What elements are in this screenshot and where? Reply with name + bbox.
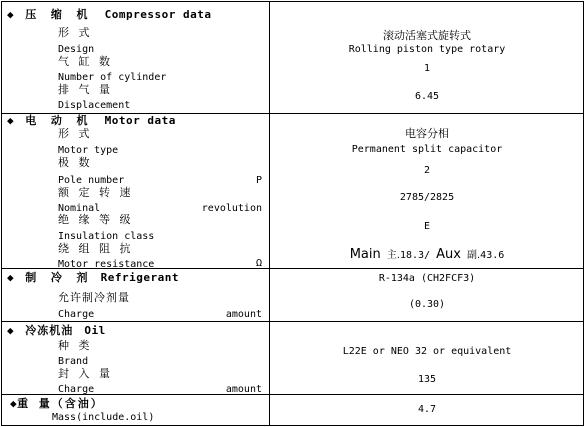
speed-label-en: Nominal: [58, 203, 101, 214]
cylinder-label-cn: 气 缸 数: [58, 55, 113, 68]
compressor-title-en: Compressor data: [104, 8, 212, 21]
cylinder-value: 1: [423, 63, 431, 74]
charge-label-cn: 允许制冷剂量: [58, 291, 130, 304]
bullet-icon: ◆: [7, 8, 15, 21]
oil-brand-value: L22E or NEO 32 or equivalent: [342, 346, 512, 357]
motor-section-header: [7, 115, 176, 126]
insulation-label-cn: 绝 缘 等 级: [58, 213, 134, 226]
main-label: Main: [349, 247, 381, 262]
refrigerant-title-cn: 制 冷 剂: [25, 271, 92, 284]
charge-value: (0.30): [408, 299, 446, 310]
mass-title-cn: 重 量（含油）: [17, 397, 104, 410]
oil-charge-label-en: Charge: [58, 384, 95, 395]
oil-section-header: [7, 325, 106, 336]
oil-brand-label-en: Brand: [58, 356, 89, 367]
displacement-label-en: Displacement: [58, 100, 131, 111]
motor-type-label-cn: 形 式: [58, 127, 93, 140]
compressor-section-header: [7, 9, 211, 20]
oil-title-cn: 冷冻机油: [25, 324, 74, 337]
pole-label-en: Pole number: [58, 175, 125, 186]
aux-label: Aux: [436, 247, 461, 262]
resistance-value: [270, 248, 584, 261]
displacement-label-cn: 排 气 量: [58, 83, 113, 96]
resistance-label-cn: 绕 组 阻 抗: [58, 242, 134, 255]
insulation-label-en: Insulation class: [58, 231, 155, 242]
refrigerant-type-value: R-134a (CH2FCF3): [378, 273, 476, 284]
pole-unit: P: [255, 175, 262, 186]
insulation-value: E: [423, 221, 431, 232]
mass-value: 4.7: [417, 404, 437, 415]
oil-charge-unit: amount: [225, 384, 262, 395]
aux-resistance: 43.6: [480, 250, 505, 261]
motor-type-value-en: Permanent split capacitor: [351, 144, 503, 155]
charge-unit: amount: [225, 309, 262, 320]
bullet-icon: ◆: [7, 324, 15, 337]
oil-brand-label-cn: 种 类: [58, 339, 93, 352]
charge-label-en: Charge: [58, 309, 95, 320]
refrigerant-title-en: Refrigerant: [100, 271, 179, 284]
design-label-en: Design: [58, 44, 95, 55]
motor-type-label-en: Motor type: [58, 145, 119, 156]
mass-label-en: Mass(include.oil): [52, 412, 155, 423]
displacement-value: 6.45: [414, 91, 440, 102]
speed-value: 2785/2825: [399, 192, 455, 203]
bullet-icon: ◆: [7, 271, 15, 284]
oil-title-en: Oil: [84, 324, 106, 337]
motor-title-en: Motor data: [104, 114, 176, 127]
bullet-icon: ◆: [10, 397, 18, 410]
ohm-unit: Ω: [255, 258, 262, 269]
mass-section-header: [10, 398, 104, 409]
motor-type-value-cn: 电容分相: [405, 127, 449, 140]
speed-label-cn: 额 定 转 速: [58, 186, 134, 199]
main-resistance: 18.3/: [399, 250, 431, 261]
main-label-cn: 主.: [386, 250, 400, 261]
oil-charge-label-cn: 封 入 量: [58, 367, 113, 380]
cylinder-label-en: Number of cylinder: [58, 72, 167, 83]
design-value-en: Rolling piston type rotary: [348, 44, 506, 55]
section-divider: [1, 321, 584, 322]
aux-label-cn: 副.: [466, 250, 481, 261]
oil-charge-value: 135: [417, 374, 437, 385]
motor-title-cn: 电 动 机: [25, 114, 92, 127]
pole-value: 2: [423, 165, 431, 176]
pole-label-cn: 极 数: [58, 156, 93, 169]
design-value-cn: 滚动活塞式旋转式: [383, 29, 471, 42]
compressor-title-cn: 压 缩 机: [25, 8, 92, 21]
speed-unit: revolution: [201, 203, 262, 214]
resistance-label-en: Motor resistance: [58, 259, 155, 270]
design-label-cn: 形 式: [58, 26, 93, 39]
bullet-icon: ◆: [7, 114, 15, 127]
refrigerant-section-header: [7, 272, 179, 283]
